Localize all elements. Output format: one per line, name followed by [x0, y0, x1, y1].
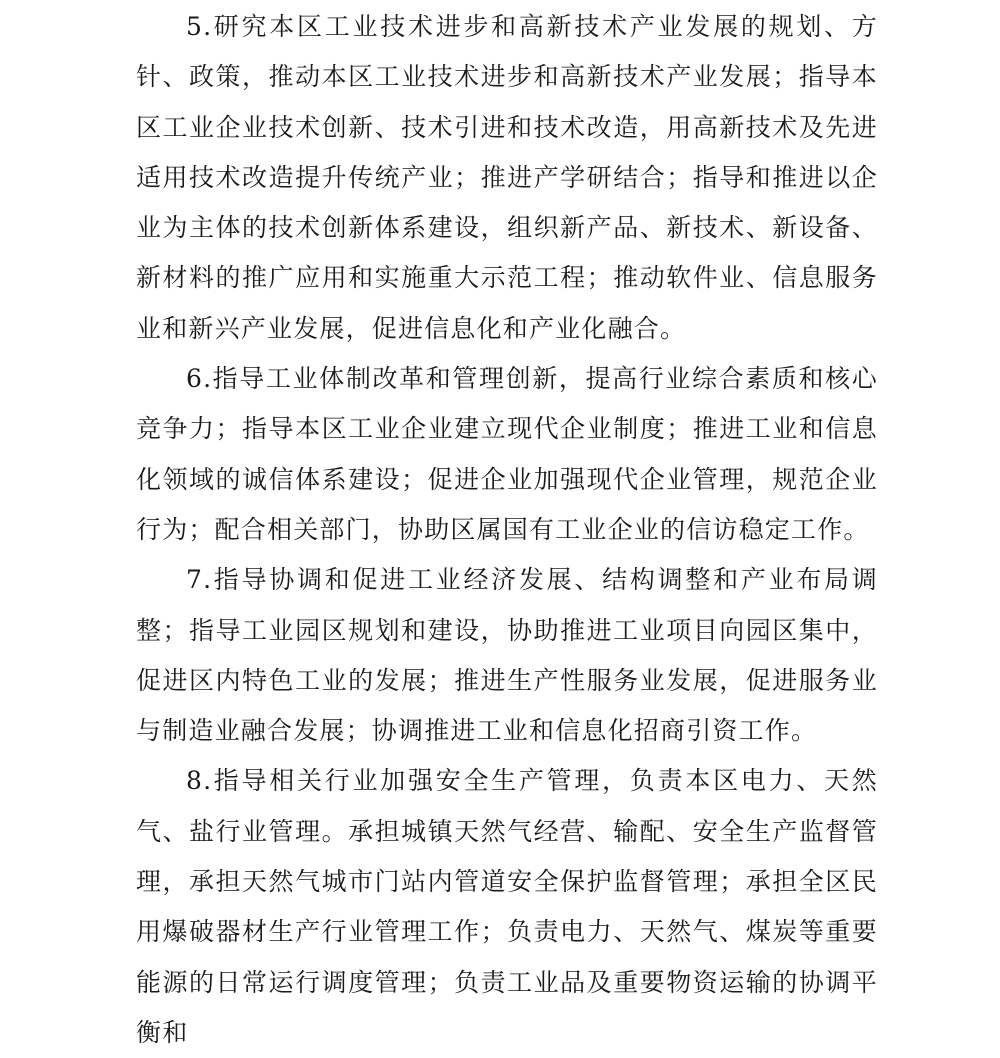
- paragraph-item-8: 8.指导相关行业加强安全生产管理，负责本区电力、天然气、盐行业管理。承担城镇天然气经营、输配、安全生产监督管理，承担天然气城市门站内管道安全保护监督管理；承担全区民用爆破器材生产行业管理工作；负责电力、天然气、煤炭等重要能源的日常运行调度管理；负责工业品及重要物资运输的协调平衡和: [136, 766, 878, 1047]
- paragraph-item-7: 7.指导协调和促进工业经济发展、结构调整和产业布局调整；指导工业园区规划和建设，协助推进工业项目向园区集中，促进区内特色工业的发展；推进生产性服务业发展，促进服务业与制造业融合发展；协调推进工业和信息化招商引资工作。: [136, 565, 878, 746]
- paragraph-item-5: 5.研究本区工业技术进步和高新技术产业发展的规划、方针、政策，推动本区工业技术进步和高新技术产业发展；指导本区工业企业技术创新、技术引进和技术改造，用高新技术及先进适用技术改造提升传统产业；推进产学研结合；指导和推进以企业为主体的技术创新体系建设，组织新产品、新技术、新设备、新材料的推广应用和实施重大示范工程；推动软件业、信息服务业和新兴产业发展，促进信息化和产业化融合。: [136, 12, 878, 343]
- paragraph-item-6: 6.指导工业体制改革和管理创新，提高行业综合素质和核心竞争力；指导本区工业企业建立现代企业制度；推进工业和信息化领域的诚信体系建设；促进企业加强现代企业管理，规范企业行为；配合相关部门，协助区属国有工业企业的信访稳定工作。: [136, 364, 878, 544]
- document-page: [136, 0, 878, 1058]
